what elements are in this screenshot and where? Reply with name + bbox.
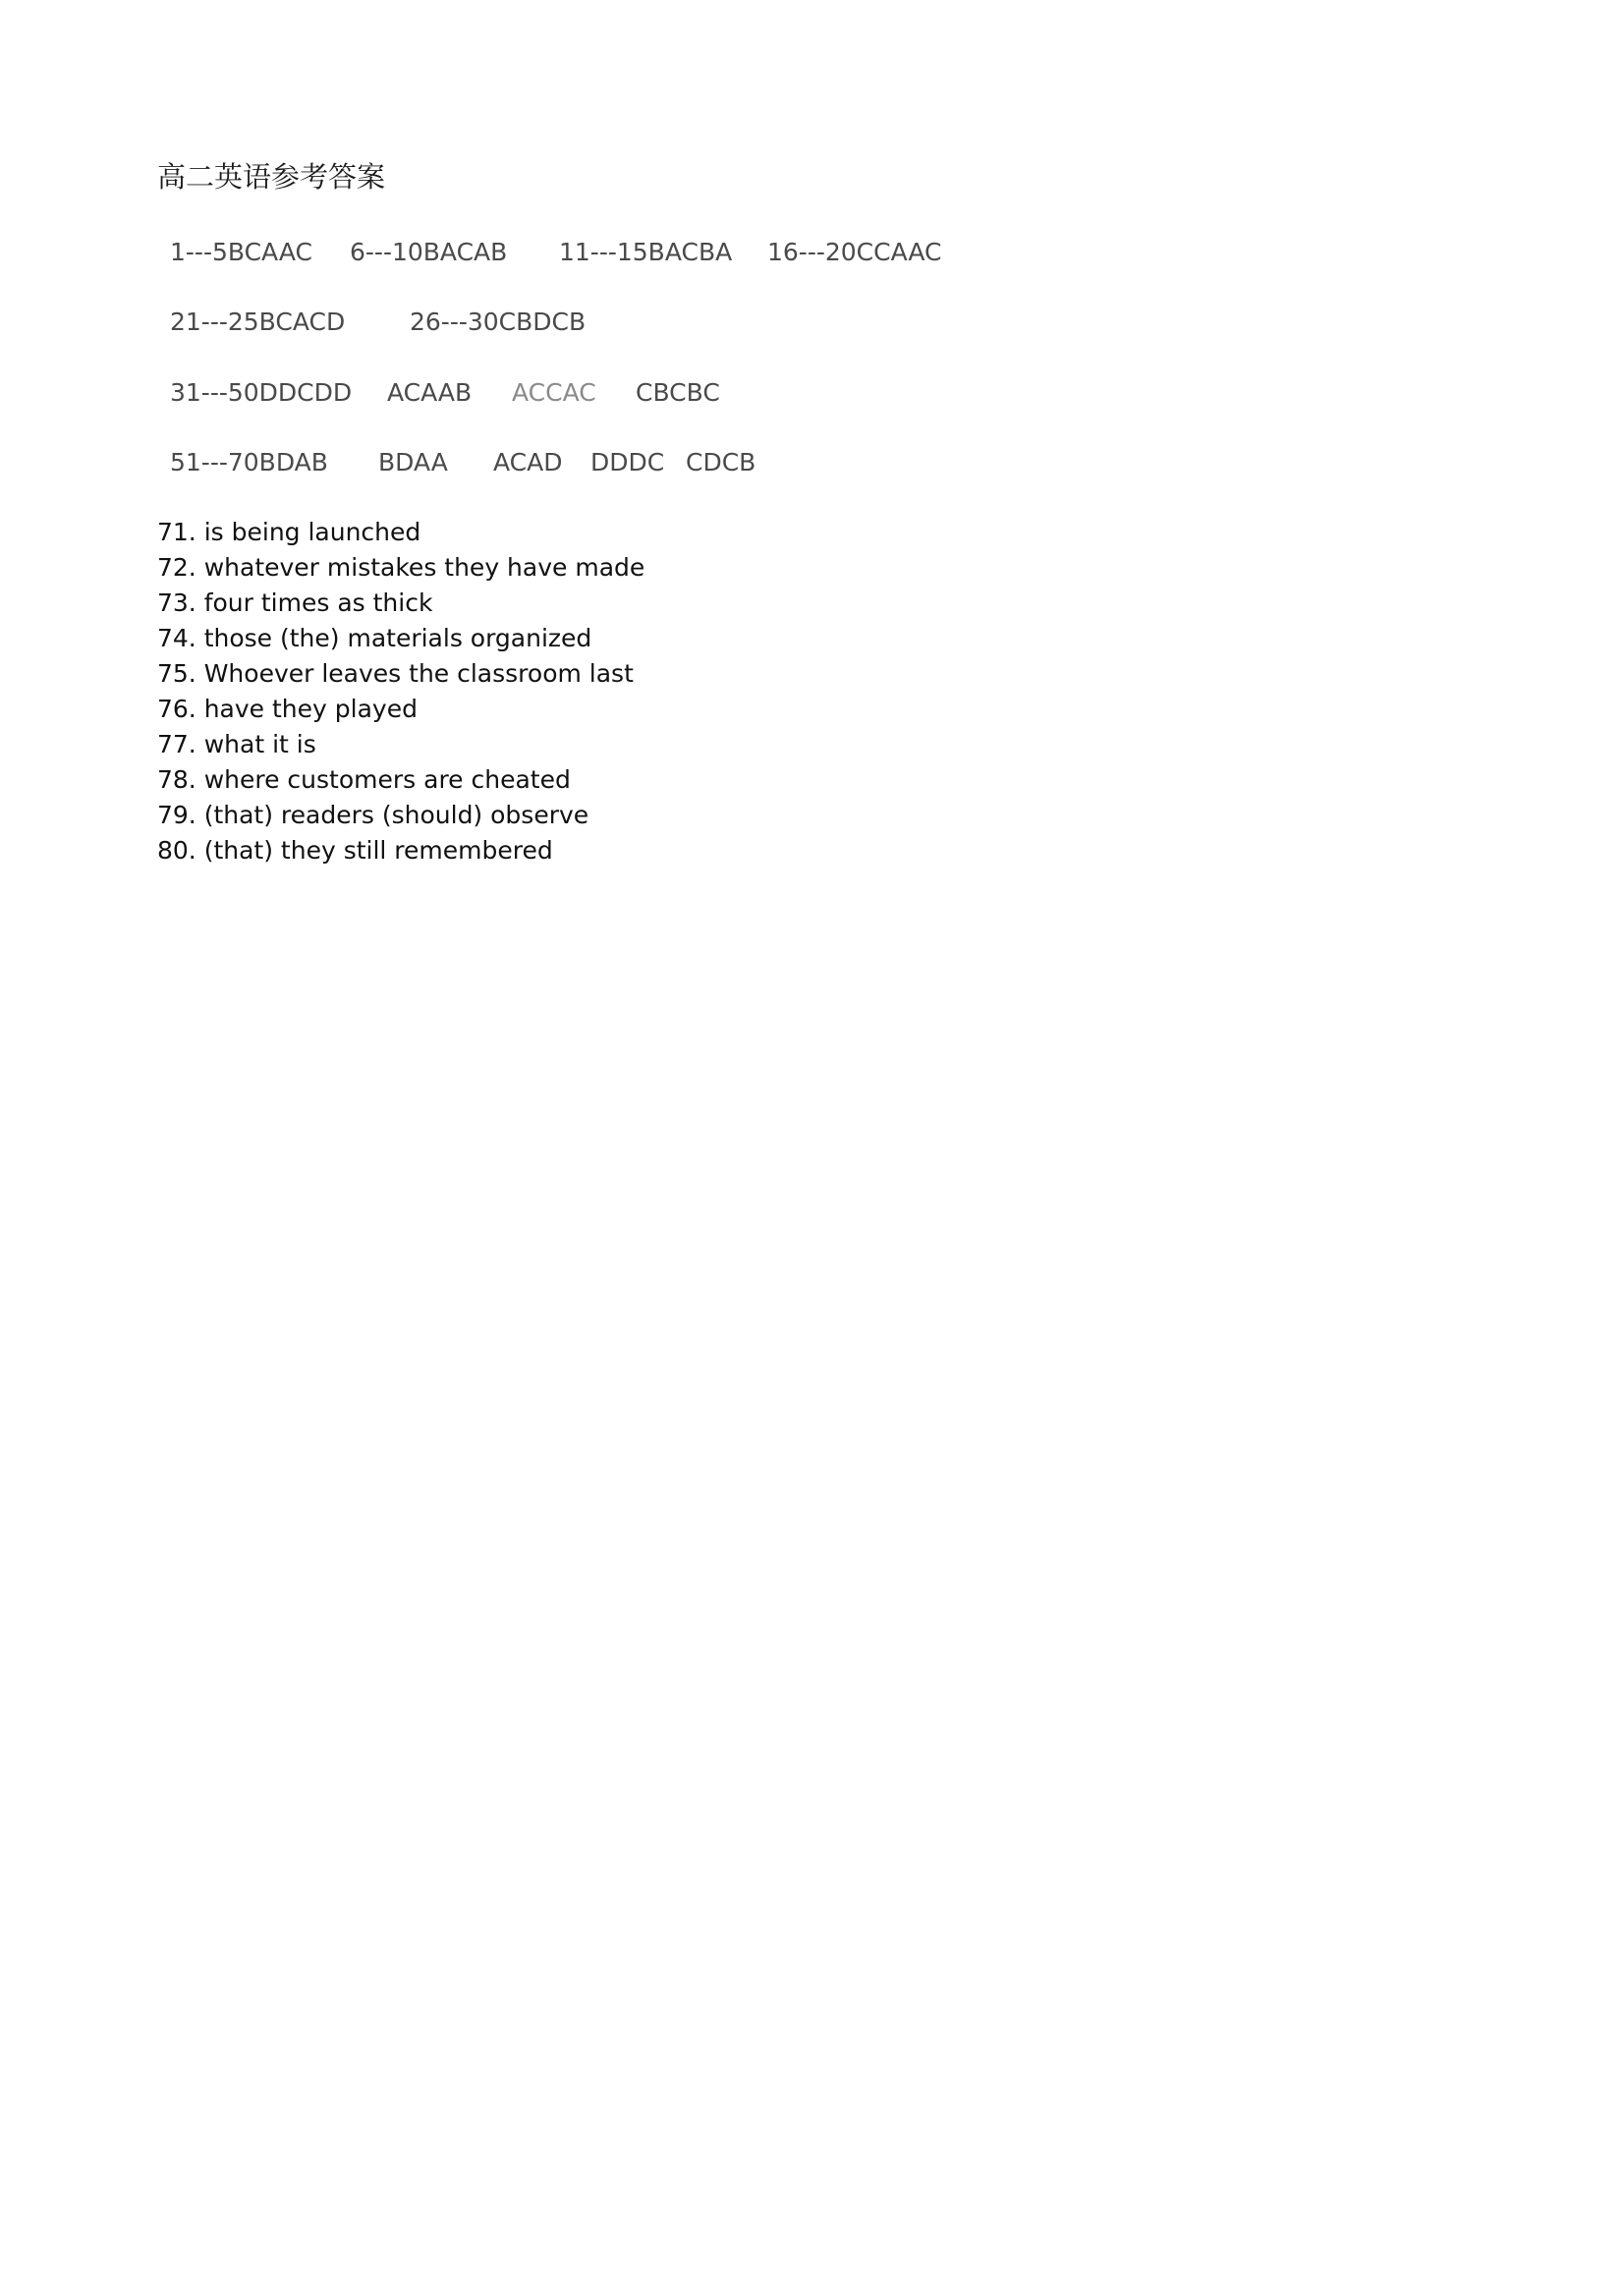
list-item: 71. is being launched [157,518,421,546]
answer-group: CBCBC [636,378,720,407]
answer-group: 26---30CBDCB [410,308,587,336]
answer-group: 11---15BACBA [559,238,733,266]
answer-group: CDCB [686,448,756,476]
list-item: 72. whatever mistakes they have made [157,553,645,582]
answer-group: 31---50DDCDD [170,378,353,407]
list-item: 76. have they played [157,695,418,723]
document-title: 高二英语参考答案 [157,160,386,194]
answer-group: ACCAC [512,378,596,407]
answer-group: 21---25BCACD [170,308,346,336]
list-item: 77. what it is [157,730,316,758]
answer-group: BDAA [378,448,448,476]
list-item: 75. Whoever leaves the classroom last [157,659,634,688]
answer-group: 51---70BDAB [170,448,328,476]
answer-group: DDDC [590,448,665,476]
fill-in-answer-list [157,515,644,868]
answer-group: 16---20CCAAC [767,238,942,266]
answer-group: ACAAB [387,378,473,407]
list-item: 73. four times as thick [157,588,433,617]
list-item: 74. those (the) materials organized [157,624,592,652]
list-item: 80. (that) they still remembered [157,836,553,865]
list-item: 78. where customers are cheated [157,765,571,794]
answer-group: ACAD [493,448,563,476]
list-item: 79. (that) readers (should) observe [157,801,589,829]
answer-group: 6---10BACAB [350,238,508,266]
answer-group: 1---5BCAAC [170,238,312,266]
